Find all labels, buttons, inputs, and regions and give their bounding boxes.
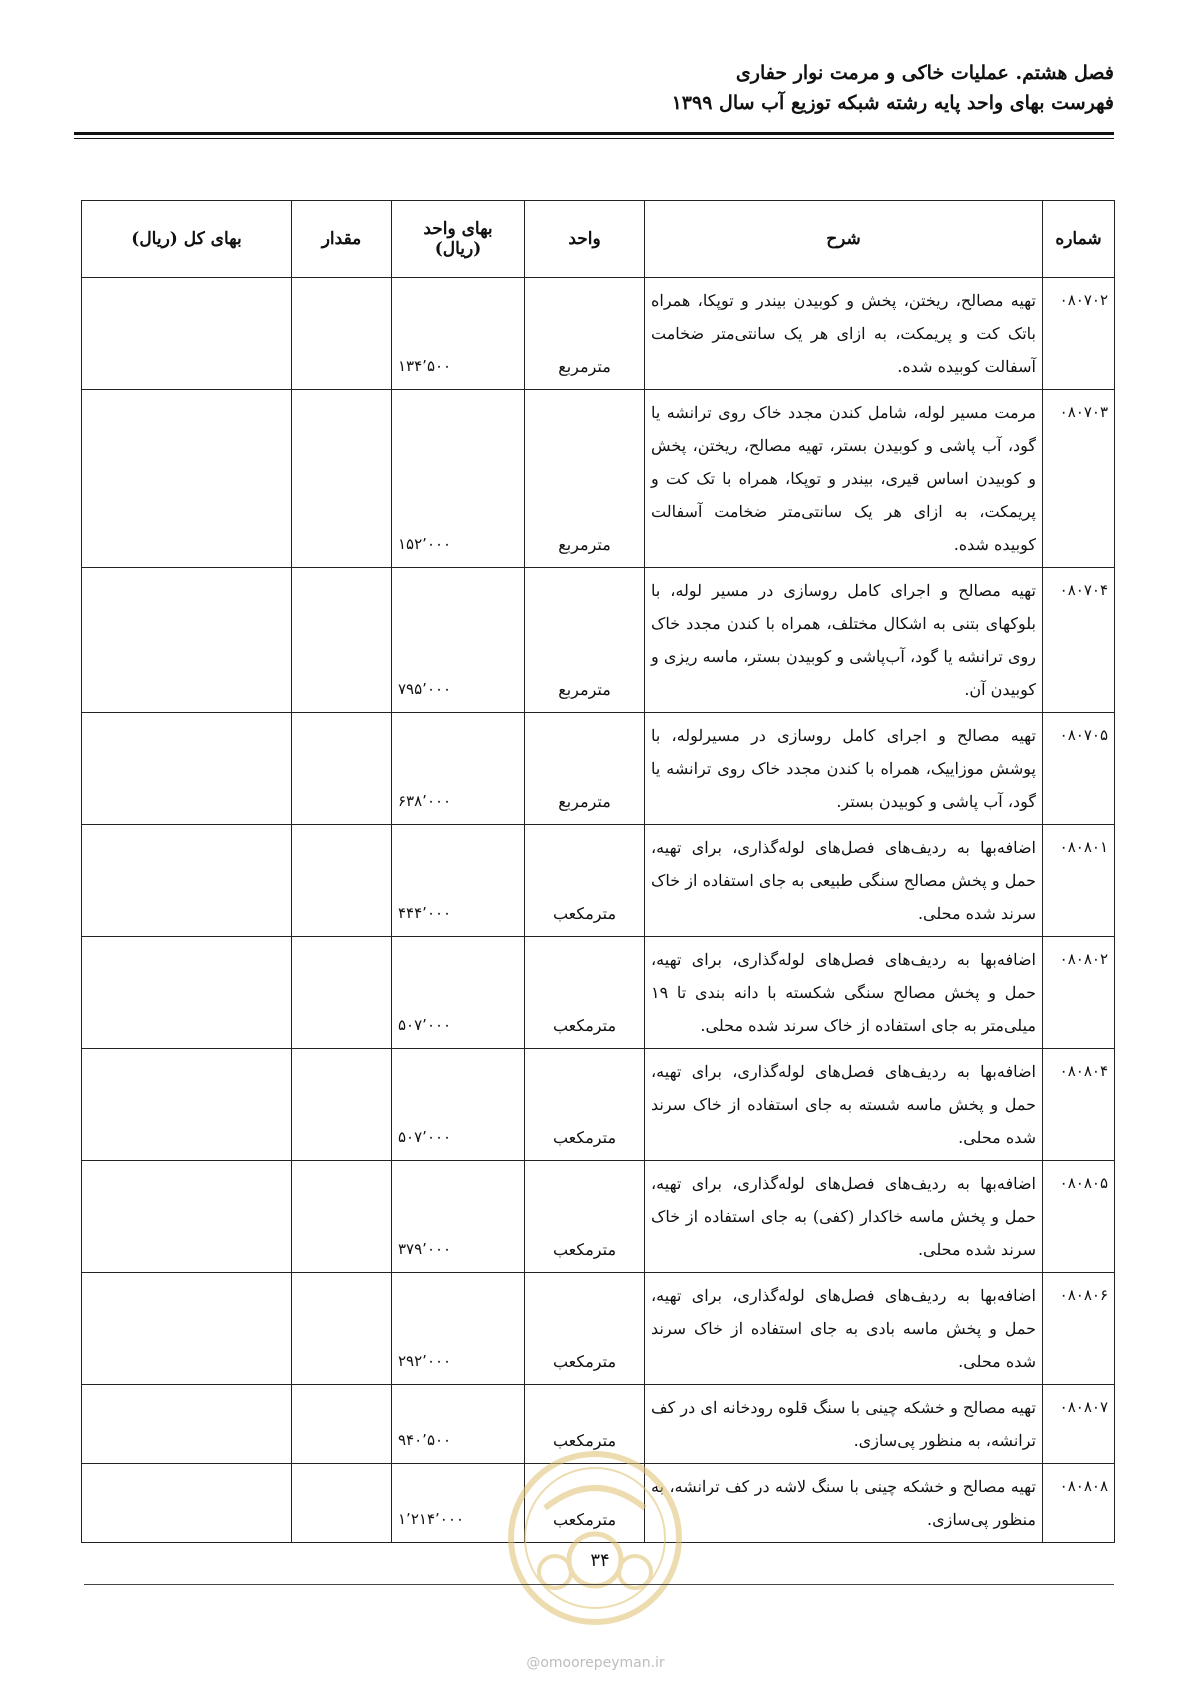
cell-number: ۰۸۰۸۰۱ — [1043, 825, 1115, 937]
cell-number: ۰۸۰۷۰۴ — [1043, 568, 1115, 713]
cell-number: ۰۸۰۷۰۲ — [1043, 278, 1115, 390]
cell-unit-price: ۹۴۰٬۵۰۰ — [392, 1385, 525, 1464]
cell-number: ۰۸۰۸۰۸ — [1043, 1464, 1115, 1543]
cell-quantity — [292, 825, 392, 937]
col-header-total: بهای کل (ریال) — [82, 201, 292, 278]
cell-unit-price: ۶۳۸٬۰۰۰ — [392, 713, 525, 825]
cell-unit: مترمربع — [525, 568, 645, 713]
cell-total — [82, 937, 292, 1049]
website-watermark: @omoorepeyman.ir — [526, 1655, 665, 1671]
cell-description: اضافه‌بها به ردیف‌های فصل‌های لوله‌گذاری، برای تهیه، حمل و پخش ماسه شسته به جای استفاده از خاک سرند شده محلی. — [645, 1049, 1043, 1161]
cell-quantity — [292, 390, 392, 568]
cell-description: تهیه مصالح و خشکه چینی با سنگ لاشه در کف ترانشه، به منظور پی‌سازی. — [645, 1464, 1043, 1543]
page-number: ۳۴ — [590, 1550, 610, 1571]
table-row — [82, 825, 1115, 937]
cell-number: ۰۸۰۷۰۳ — [1043, 390, 1115, 568]
col-header-quantity: مقدار — [292, 201, 392, 278]
cell-number: ۰۸۰۸۰۲ — [1043, 937, 1115, 1049]
cell-description: تهیه مصالح، ریختن، پخش و کوبیدن بیندر و توپکا، همراه باتک کت و پریمکت، به ازای هر یک سانتی‌متر ضخامت آسفالت کوبیده شده. — [645, 278, 1043, 390]
cell-quantity — [292, 1161, 392, 1273]
cell-number: ۰۸۰۸۰۴ — [1043, 1049, 1115, 1161]
cell-number: ۰۸۰۷۰۵ — [1043, 713, 1115, 825]
table-row — [82, 1273, 1115, 1385]
cell-total — [82, 713, 292, 825]
watermark-seal-icon — [505, 1448, 685, 1628]
cell-description: تهیه مصالح و اجرای کامل روسازی در مسیرلوله، با پوشش موزاییک، همراه با کندن مجدد خاک روی ترانشه یا گود، آب پاشی و کوبیدن بستر. — [645, 713, 1043, 825]
page-header — [74, 58, 1114, 118]
cell-total — [82, 390, 292, 568]
cell-unit: مترمکعب — [525, 937, 645, 1049]
cell-total — [82, 1273, 292, 1385]
table-row — [82, 713, 1115, 825]
cell-number: ۰۸۰۸۰۵ — [1043, 1161, 1115, 1273]
cell-unit-price: ۴۴۴٬۰۰۰ — [392, 825, 525, 937]
table-row — [82, 278, 1115, 390]
cell-total — [82, 1385, 292, 1464]
cell-total — [82, 825, 292, 937]
cell-description: اضافه‌بها به ردیف‌های فصل‌های لوله‌گذاری، برای تهیه، حمل و پخش مصالح سنگی طبیعی به جای استفاده از خاک سرند شده محلی. — [645, 825, 1043, 937]
cell-unit: مترمکعب — [525, 1464, 645, 1543]
col-header-number: شماره — [1043, 201, 1115, 278]
cell-description: اضافه‌بها به ردیف‌های فصل‌های لوله‌گذاری، برای تهیه، حمل و پخش ماسه خاکدار (کفی) به جای استفاده از خاک سرند شده محلی. — [645, 1161, 1043, 1273]
header-rule-thin — [74, 138, 1114, 139]
cell-total — [82, 1049, 292, 1161]
cell-unit-price: ۲۹۲٬۰۰۰ — [392, 1273, 525, 1385]
document-title: فهرست بهای واحد پایه رشته شبکه توزیع آب سال ۱۳۹۹ — [671, 92, 1114, 114]
cell-unit: مترمکعب — [525, 1049, 645, 1161]
cell-quantity — [292, 1273, 392, 1385]
cell-unit: مترمکعب — [525, 1273, 645, 1385]
cell-total — [82, 1464, 292, 1543]
col-header-description: شرح — [645, 201, 1043, 278]
table-row — [82, 568, 1115, 713]
col-header-unit-price-line2: (ریال) — [434, 239, 482, 259]
cell-unit: مترمکعب — [525, 1385, 645, 1464]
header-rule-thick — [74, 132, 1114, 135]
cell-quantity — [292, 713, 392, 825]
table-row — [82, 1049, 1115, 1161]
cell-unit: مترمربع — [525, 278, 645, 390]
cell-description: مرمت مسیر لوله، شامل کندن مجدد خاک روی ترانشه یا گود، آب پاشی و کوبیدن بستر، تهیه مصالح، ریختن، پخش و کوبیدن اساس قیری، بیندر و توپکا، همراه با تک کت و پریمکت، به ازای هر یک سانتی‌متر ضخامت آسفالت کوبیده شده. — [645, 390, 1043, 568]
cell-description: تهیه مصالح و اجرای کامل روسازی در مسیر لوله، با بلوکهای بتنی به اشکال مختلف، همراه با کندن مجدد خاک روی ترانشه یا گود، آب‌پاشی و کوبیدن بستر، ماسه ریزی و کوبیدن آن. — [645, 568, 1043, 713]
cell-unit-price: ۳۷۹٬۰۰۰ — [392, 1161, 525, 1273]
cell-description: اضافه‌بها به ردیف‌های فصل‌های لوله‌گذاری، برای تهیه، حمل و پخش مصالح سنگی شکسته با دانه بندی تا ۱۹ میلی‌متر به جای استفاده از خاک سرند شده محلی. — [645, 937, 1043, 1049]
table-header-row — [82, 201, 1115, 278]
cell-unit: مترمکعب — [525, 825, 645, 937]
col-header-unit-price — [392, 201, 525, 278]
cell-quantity — [292, 1385, 392, 1464]
cell-unit-price: ۱۳۴٬۵۰۰ — [392, 278, 525, 390]
cell-unit-price: ۱۵۲٬۰۰۰ — [392, 390, 525, 568]
col-header-unit: واحد — [525, 201, 645, 278]
cell-total — [82, 568, 292, 713]
cell-total — [82, 1161, 292, 1273]
cell-unit-price: ۷۹۵٬۰۰۰ — [392, 568, 525, 713]
table-row — [82, 1161, 1115, 1273]
cell-quantity — [292, 1049, 392, 1161]
cell-quantity — [292, 937, 392, 1049]
cell-unit-price: ۵۰۷٬۰۰۰ — [392, 1049, 525, 1161]
col-header-unit-price-line1: بهای واحد — [423, 219, 493, 239]
table-row — [82, 937, 1115, 1049]
cell-description: تهیه مصالح و خشکه چینی با سنگ قلوه رودخانه ای در کف ترانشه، به منظور پی‌سازی. — [645, 1385, 1043, 1464]
cell-unit-price: ۵۰۷٬۰۰۰ — [392, 937, 525, 1049]
cell-description: اضافه‌بها به ردیف‌های فصل‌های لوله‌گذاری، برای تهیه، حمل و پخش ماسه بادی به جای استفاده از خاک سرند شده محلی. — [645, 1273, 1043, 1385]
cell-quantity — [292, 278, 392, 390]
cell-quantity — [292, 568, 392, 713]
cell-number: ۰۸۰۸۰۶ — [1043, 1273, 1115, 1385]
chapter-title: فصل هشتم. عملیات خاکی و مرمت نوار حفاری — [735, 62, 1114, 84]
cell-unit: مترمربع — [525, 713, 645, 825]
cell-number: ۰۸۰۸۰۷ — [1043, 1385, 1115, 1464]
table-row — [82, 390, 1115, 568]
cell-unit: مترمربع — [525, 390, 645, 568]
footer-rule — [84, 1584, 1114, 1585]
cell-unit-price: ۱٬۲۱۴٬۰۰۰ — [392, 1464, 525, 1543]
cell-quantity — [292, 1464, 392, 1543]
cell-unit: مترمکعب — [525, 1161, 645, 1273]
cell-total — [82, 278, 292, 390]
price-table — [81, 200, 1115, 1543]
